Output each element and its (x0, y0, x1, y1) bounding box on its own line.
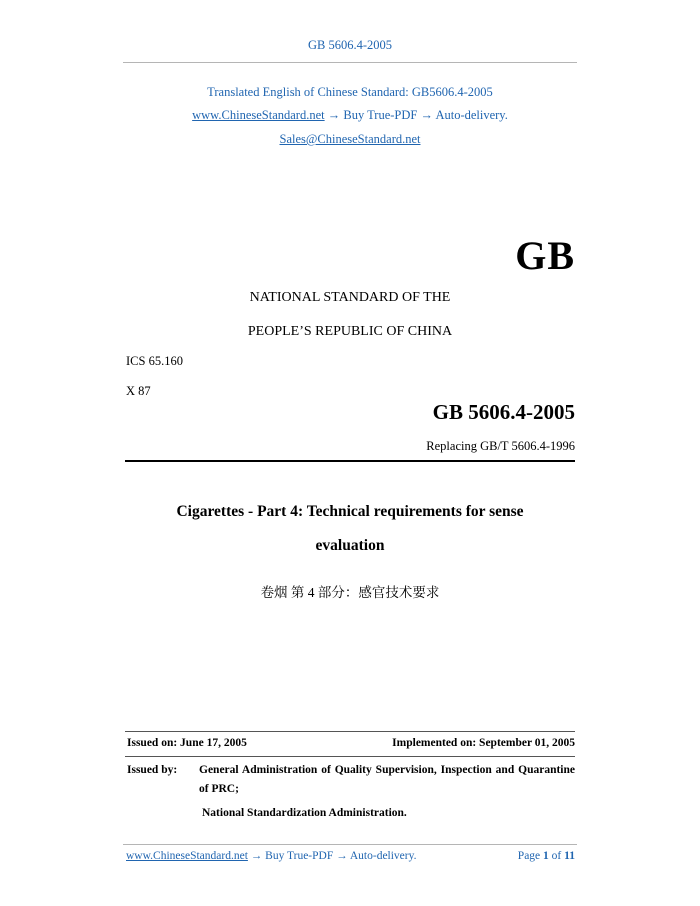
issuing-authority-2: National Standardization Administration. (202, 807, 407, 819)
page-header-doc-number: GB 5606.4-2005 (307, 38, 393, 52)
footer-bar (126, 850, 575, 862)
arrow-right-icon: → (250, 850, 263, 862)
issued-by-block (127, 761, 575, 823)
buy-line (125, 108, 575, 123)
issued-by-label: Issued by: (127, 764, 178, 776)
replacing-note: Replacing GB/T 5606.4-1996 (426, 439, 575, 453)
page-number: 1 (543, 850, 549, 862)
implemented-on-date: Implemented on: September 01, 2005 (392, 737, 575, 749)
ics-code: ICS 65.160 (126, 354, 183, 368)
auto-delivery-text: Auto-delivery. (435, 108, 508, 122)
masthead-divider-rule (125, 460, 575, 462)
classification-code: X 87 (126, 384, 151, 398)
issuance-rule-top (125, 731, 575, 732)
footer-buy-true-pdf-text: Buy True-PDF (265, 850, 334, 862)
header-rule (123, 62, 577, 63)
page-of-label: of (551, 850, 562, 862)
title-chinese: 卷烟 第 4 部分：感官技术要求 (260, 585, 440, 600)
national-standard-line-1: NATIONAL STANDARD OF THE (249, 290, 451, 305)
page-label: Page (517, 850, 541, 862)
issuing-authority-1: General Administration of Quality Supervision, Inspection and Quarantine of PRC; (199, 764, 575, 795)
footer-rule (123, 844, 577, 845)
arrow-right-icon: → (336, 850, 348, 862)
arrow-right-icon: → (420, 108, 433, 122)
buy-true-pdf-text: Buy True-PDF (343, 108, 418, 122)
issuance-rule-bottom (125, 756, 575, 757)
issued-by-content (199, 761, 575, 823)
footer-chinesestandard-link[interactable]: www.ChineseStandard.net (126, 850, 248, 862)
page-indicator (518, 850, 575, 862)
chinesestandard-link[interactable]: www.ChineseStandard.net (192, 108, 325, 122)
footer-left (126, 850, 417, 862)
translated-standard-line: Translated English of Chinese Standard: GB5606.4-2005 (207, 85, 493, 99)
total-pages: 11 (564, 850, 575, 862)
issuance-dates-row (127, 737, 575, 749)
national-standard-line-2: PEOPLE’S REPUBLIC OF CHINA (247, 324, 453, 339)
title-english-line-1: Cigarettes - Part 4: Technical requirements for sense (176, 503, 524, 520)
gb-logo: GB (515, 233, 575, 278)
footer-auto-delivery-text: Auto-delivery. (349, 850, 417, 862)
title-english-line-2: evaluation (315, 537, 385, 554)
arrow-right-icon: → (327, 108, 341, 122)
standard-number: GB 5606.4-2005 (432, 400, 575, 424)
issued-on-date: Issued on: June 17, 2005 (127, 737, 247, 749)
sales-email-line (125, 132, 575, 147)
sales-email-link[interactable]: Sales@ChineseStandard.net (279, 132, 421, 146)
